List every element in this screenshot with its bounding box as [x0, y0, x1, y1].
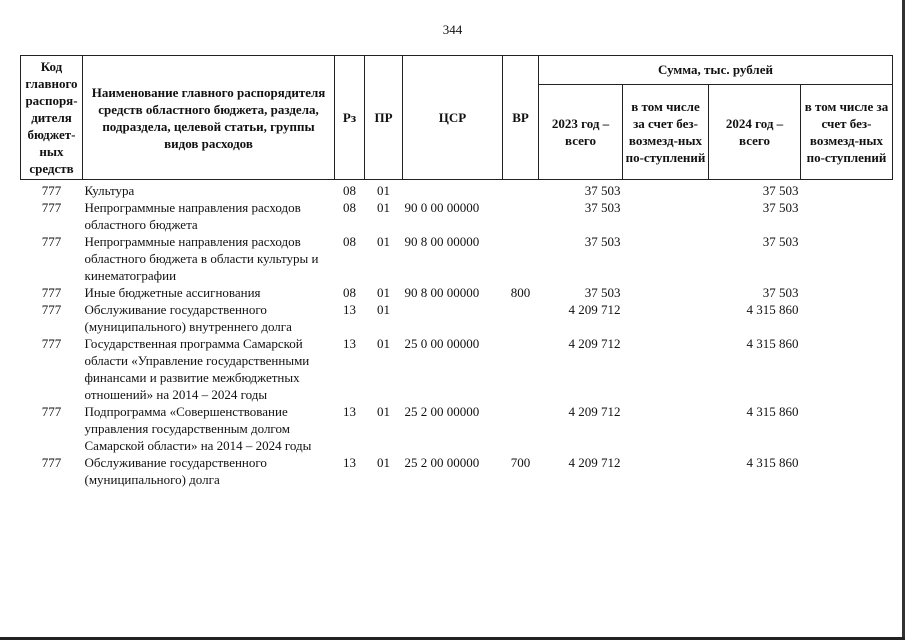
row-2023-free	[623, 301, 709, 335]
table-header	[21, 56, 893, 180]
row-2024-total: 4 315 860	[746, 336, 799, 351]
header-csr: ЦСР	[403, 56, 503, 180]
row-2024-free	[801, 301, 893, 335]
row-2024-free	[801, 403, 893, 454]
row-code: 777	[41, 336, 62, 351]
row-pr: 01	[377, 302, 390, 317]
row-vr	[503, 403, 539, 454]
row-name: Непрограммные направления расходов областного бюджета в области культуры и кинематографии	[84, 234, 319, 283]
row-code: 777	[41, 285, 62, 300]
row-code: 777	[41, 183, 62, 198]
row-2023-free	[623, 403, 709, 454]
row-rz: 08	[343, 234, 356, 249]
row-2023-free	[623, 233, 709, 284]
row-pr: 01	[377, 183, 390, 198]
row-vr: 700	[510, 455, 531, 470]
row-csr: 90 8 00 00000	[404, 285, 480, 300]
row-name: Культура	[84, 183, 135, 198]
row-2023-total: 4 209 712	[568, 302, 621, 317]
row-2023-total: 37 503	[584, 285, 621, 300]
header-2023-total: 2023 год – всего	[539, 84, 623, 179]
row-2023-free	[623, 199, 709, 233]
header-name: Наименование главного распорядителя средств областного бюджета, раздела, подраздела, целевой статьи, группы видов расходов	[83, 56, 335, 180]
row-rz: 08	[343, 200, 356, 215]
row-2024-free	[801, 233, 893, 284]
header-rz: Рз	[335, 56, 365, 180]
row-rz: 13	[343, 455, 356, 470]
row-vr	[503, 335, 539, 403]
row-2023-free	[623, 335, 709, 403]
table-row	[21, 403, 893, 454]
row-pr: 01	[377, 336, 390, 351]
row-2024-total: 37 503	[762, 234, 799, 249]
row-pr: 01	[377, 200, 390, 215]
row-2024-free	[801, 335, 893, 403]
row-code: 777	[41, 302, 62, 317]
table-row	[21, 180, 893, 200]
row-code: 777	[41, 200, 62, 215]
row-name: Непрограммные направления расходов областного бюджета	[84, 200, 301, 232]
table-row	[21, 233, 893, 284]
row-2024-free	[801, 180, 893, 200]
row-2024-total: 37 503	[762, 183, 799, 198]
row-csr: 25 2 00 00000	[404, 455, 480, 470]
page-number: 344	[442, 22, 463, 37]
budget-table	[20, 55, 893, 488]
row-code: 777	[41, 455, 62, 470]
row-code: 777	[41, 404, 62, 419]
row-rz: 13	[343, 336, 356, 351]
row-2023-total: 37 503	[584, 234, 621, 249]
header-sum: Сумма, тыс. рублей	[539, 56, 893, 85]
row-2024-total: 4 315 860	[746, 302, 799, 317]
row-name: Подпрограмма «Совершенствование управления государственным долгом Самарской области» на 2014 – 2024 годы	[84, 404, 312, 453]
table-row	[21, 454, 893, 488]
row-name: Обслуживание государственного (муниципального) внутреннего долга	[84, 302, 292, 334]
table-row	[21, 335, 893, 403]
row-2024-total: 4 315 860	[746, 455, 799, 470]
row-name: Обслуживание государственного (муниципального) долга	[84, 455, 267, 487]
row-name: Иные бюджетные ассигнования	[84, 285, 261, 300]
row-csr	[403, 180, 503, 200]
header-vr: ВР	[503, 56, 539, 180]
table-row	[21, 199, 893, 233]
row-csr: 25 2 00 00000	[404, 404, 480, 419]
row-2024-total: 37 503	[762, 285, 799, 300]
row-csr: 25 0 00 00000	[404, 336, 480, 351]
row-2023-total: 37 503	[584, 183, 621, 198]
header-2023-free: в том числе за счет без-возмезд-ных по-ступлений	[623, 84, 709, 179]
row-vr: 800	[510, 285, 531, 300]
row-pr: 01	[377, 285, 390, 300]
row-pr: 01	[377, 455, 390, 470]
table-body	[21, 180, 893, 489]
header-code: Код главного распоря-дителя бюджет-ных средств	[21, 56, 83, 180]
row-2023-total: 4 209 712	[568, 455, 621, 470]
row-rz: 08	[343, 285, 356, 300]
header-2024-total: 2024 год – всего	[709, 84, 801, 179]
row-2023-free	[623, 284, 709, 301]
row-rz: 13	[343, 302, 356, 317]
row-2024-total: 37 503	[762, 200, 799, 215]
row-rz: 13	[343, 404, 356, 419]
row-2024-free	[801, 454, 893, 488]
row-csr	[403, 301, 503, 335]
row-2023-total: 37 503	[584, 200, 621, 215]
row-2023-free	[623, 454, 709, 488]
row-vr	[503, 301, 539, 335]
row-2024-free	[801, 199, 893, 233]
row-pr: 01	[377, 234, 390, 249]
header-pr: ПР	[365, 56, 403, 180]
row-csr: 90 8 00 00000	[404, 234, 480, 249]
row-vr	[503, 180, 539, 200]
row-name: Государственная программа Самарской области «Управление государственными финансами и развитие межбюджетных отношений» на 2014 – 2024 годы	[84, 336, 310, 402]
row-code: 777	[41, 234, 62, 249]
row-vr	[503, 199, 539, 233]
row-2024-total: 4 315 860	[746, 404, 799, 419]
row-2024-free	[801, 284, 893, 301]
row-2023-total: 4 209 712	[568, 336, 621, 351]
row-2023-total: 4 209 712	[568, 404, 621, 419]
row-2023-free	[623, 180, 709, 200]
row-pr: 01	[377, 404, 390, 419]
row-vr	[503, 233, 539, 284]
table-row	[21, 301, 893, 335]
row-csr: 90 0 00 00000	[404, 200, 480, 215]
row-rz: 08	[343, 183, 356, 198]
table-row	[21, 284, 893, 301]
header-2024-free: в том числе за счет без-возмезд-ных по-ступлений	[801, 84, 893, 179]
